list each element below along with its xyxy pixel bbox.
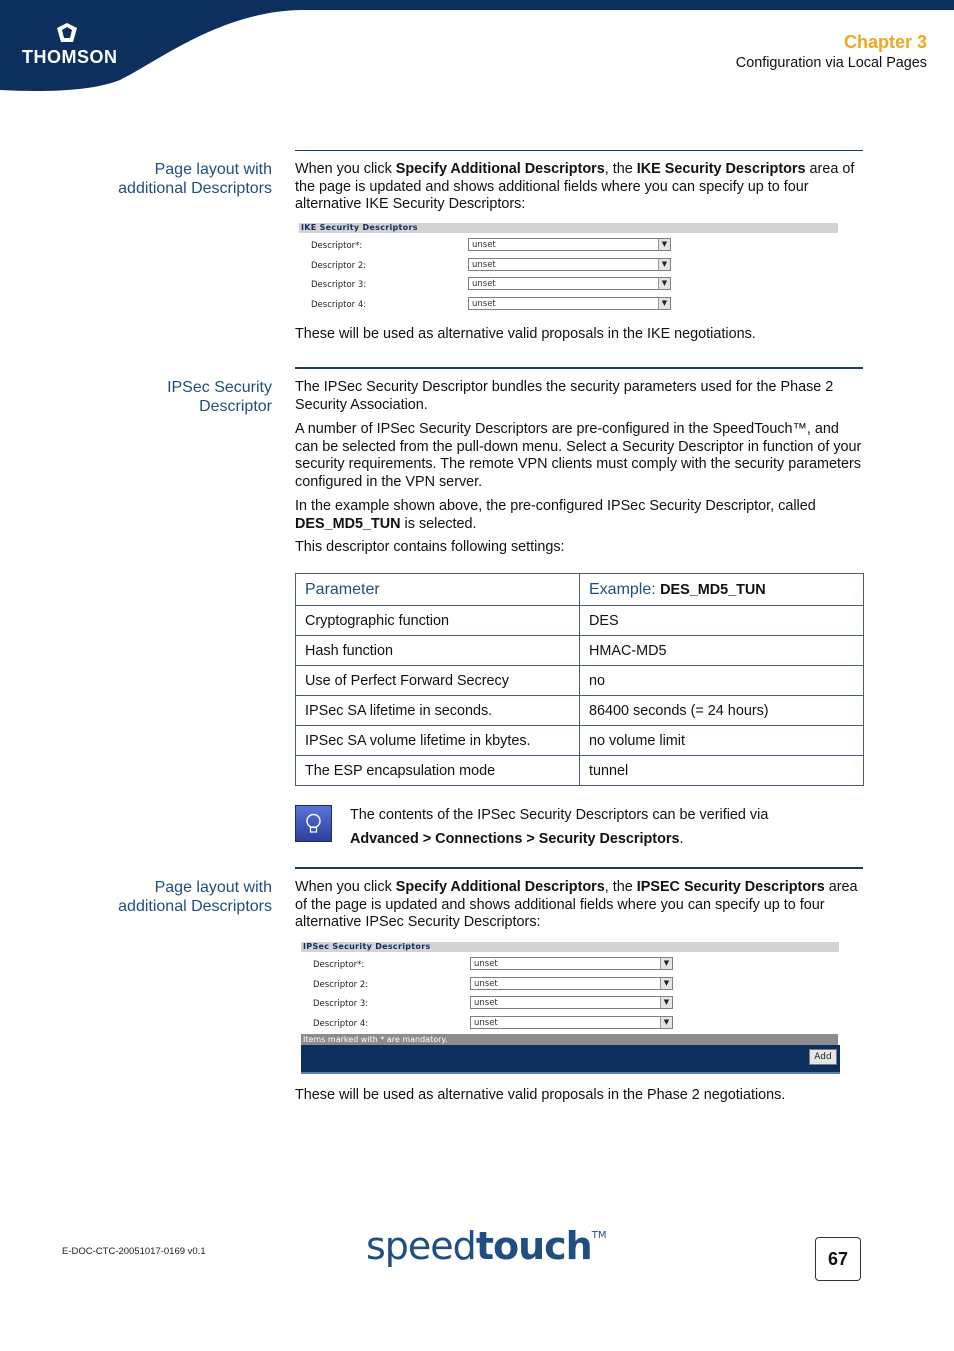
chevron-down-icon[interactable]: ▼ <box>658 278 670 289</box>
table-cell: 86400 seconds (= 24 hours) <box>580 696 864 726</box>
table-cell: IPSec SA lifetime in seconds. <box>296 696 580 726</box>
section-title: IPSec Security Descriptor <box>167 379 272 415</box>
mandatory-note: Items marked with * are mandatory. <box>301 1034 838 1045</box>
table-cell: IPSec SA volume lifetime in kbytes. <box>296 726 580 756</box>
descriptor-label: Descriptor 2: <box>311 261 367 271</box>
tip-text: The contents of the IPSec Security Descriptors can be verified via Advanced > Connections > Security Descriptors. <box>350 807 769 847</box>
table-row <box>296 726 864 756</box>
menu-path: Advanced > Connections > Security Descriptors <box>350 831 680 847</box>
descriptor-3-select[interactable]: unset ▼ <box>470 996 673 1009</box>
chevron-down-icon[interactable]: ▼ <box>658 239 670 250</box>
chapter-label: Chapter 3 <box>843 32 927 52</box>
table-cell: Use of Perfect Forward Secrecy <box>296 666 580 696</box>
section-title: Page layout with additional Descriptors <box>118 161 272 197</box>
chevron-down-icon[interactable]: ▼ <box>660 1017 672 1028</box>
body-paragraph: The IPSec Security Descriptor bundles the security parameters used for the Phase 2 Security Association. <box>295 379 834 413</box>
descriptor-2-select[interactable]: unset ▼ <box>470 977 673 990</box>
descriptor-label: Descriptor 3: <box>311 280 367 290</box>
descriptor-2-select[interactable]: unset ▼ <box>468 258 671 271</box>
descriptor-label: Descriptor 4: <box>311 300 367 310</box>
descriptor-4-select[interactable]: unset ▼ <box>470 1016 673 1029</box>
body-paragraph: In the example shown above, the pre-configured IPSec Security Descriptor, called DES_MD5_TUN is selected. <box>295 498 816 532</box>
descriptor-1-select[interactable]: unset ▼ <box>468 238 671 251</box>
section-divider <box>295 867 863 869</box>
descriptor-label: Descriptor*: <box>311 241 363 251</box>
table-header-cell: Parameter <box>296 574 580 606</box>
body-paragraph: When you click Specify Additional Descriptors, the IPSEC Security Descriptors area of the page is updated and shows additional fields where you can specify up to four alternative IPSec Security Descriptors: <box>295 879 858 931</box>
descriptor-3-select[interactable]: unset ▼ <box>468 277 671 290</box>
table-header-cell: Example: DES_MD5_TUN <box>580 574 864 606</box>
lightbulb-icon <box>295 805 332 842</box>
table-row <box>296 636 864 666</box>
table-cell: Hash function <box>296 636 580 666</box>
table-cell: tunnel <box>580 756 864 786</box>
ipsec-descriptors-panel <box>301 942 841 1075</box>
section-divider <box>295 150 863 151</box>
body-paragraph: A number of IPSec Security Descriptors are pre-configured in the SpeedTouch™, and can be selected from the pull-down menu. Select a Security Descriptor in function of your security requirements. The remote VPN clients must comply with the security parameters configured in the VPN server. <box>295 421 862 490</box>
chevron-down-icon[interactable]: ▼ <box>660 997 672 1008</box>
chevron-down-icon[interactable]: ▼ <box>660 958 672 969</box>
table-cell: HMAC-MD5 <box>580 636 864 666</box>
body-paragraph: These will be used as alternative valid proposals in the IKE negotiations. <box>295 326 756 342</box>
body-paragraph: When you click Specify Additional Descriptors, the IKE Security Descriptors area of the page is updated and shows additional fields where you can specify up to four alternative IKE Security Descriptors: <box>295 161 855 213</box>
table-cell: no volume limit <box>580 726 864 756</box>
table-cell: The ESP encapsulation mode <box>296 756 580 786</box>
table-header-row <box>296 574 864 606</box>
brand-name: THOMSON <box>22 47 118 67</box>
table-cell: DES <box>580 606 864 636</box>
table-cell: no <box>580 666 864 696</box>
body-paragraph: This descriptor contains following settings: <box>295 539 565 555</box>
descriptor-label: Descriptor 4: <box>313 1019 369 1029</box>
descriptor-label: Descriptor 2: <box>313 980 369 990</box>
descriptor-label: Descriptor 3: <box>313 999 369 1009</box>
panel-heading: IPSec Security Descriptors <box>301 942 839 952</box>
table-row <box>296 696 864 726</box>
ike-descriptors-panel <box>299 223 838 315</box>
panel-heading: IKE Security Descriptors <box>299 223 838 233</box>
panel-footer-bar <box>301 1045 840 1074</box>
body-paragraph: These will be used as alternative valid proposals in the Phase 2 negotiations. <box>295 1087 786 1103</box>
page-number: 67 <box>815 1237 861 1281</box>
section-label: Configuration via Local Pages <box>735 55 927 71</box>
table-row <box>296 756 864 786</box>
section-title: Page layout with additional Descriptors <box>118 879 272 915</box>
chevron-down-icon[interactable]: ▼ <box>658 298 670 309</box>
chevron-down-icon[interactable]: ▼ <box>660 978 672 989</box>
table-row <box>296 666 864 696</box>
chevron-down-icon[interactable]: ▼ <box>658 259 670 270</box>
header-banner <box>0 0 954 95</box>
descriptor-4-select[interactable]: unset ▼ <box>468 297 671 310</box>
document-id: E-DOC-CTC-20051017-0169 v0.1 <box>62 1246 206 1257</box>
add-button[interactable]: Add <box>809 1049 837 1065</box>
table-row <box>296 606 864 636</box>
table-cell: Cryptographic function <box>296 606 580 636</box>
descriptor-label: Descriptor*: <box>313 960 365 970</box>
section-divider <box>295 367 863 369</box>
settings-table <box>295 573 864 786</box>
speedtouch-logo: speedtouch™ <box>366 1224 607 1268</box>
descriptor-1-select[interactable]: unset ▼ <box>470 957 673 970</box>
thomson-logo-icon <box>55 22 79 44</box>
